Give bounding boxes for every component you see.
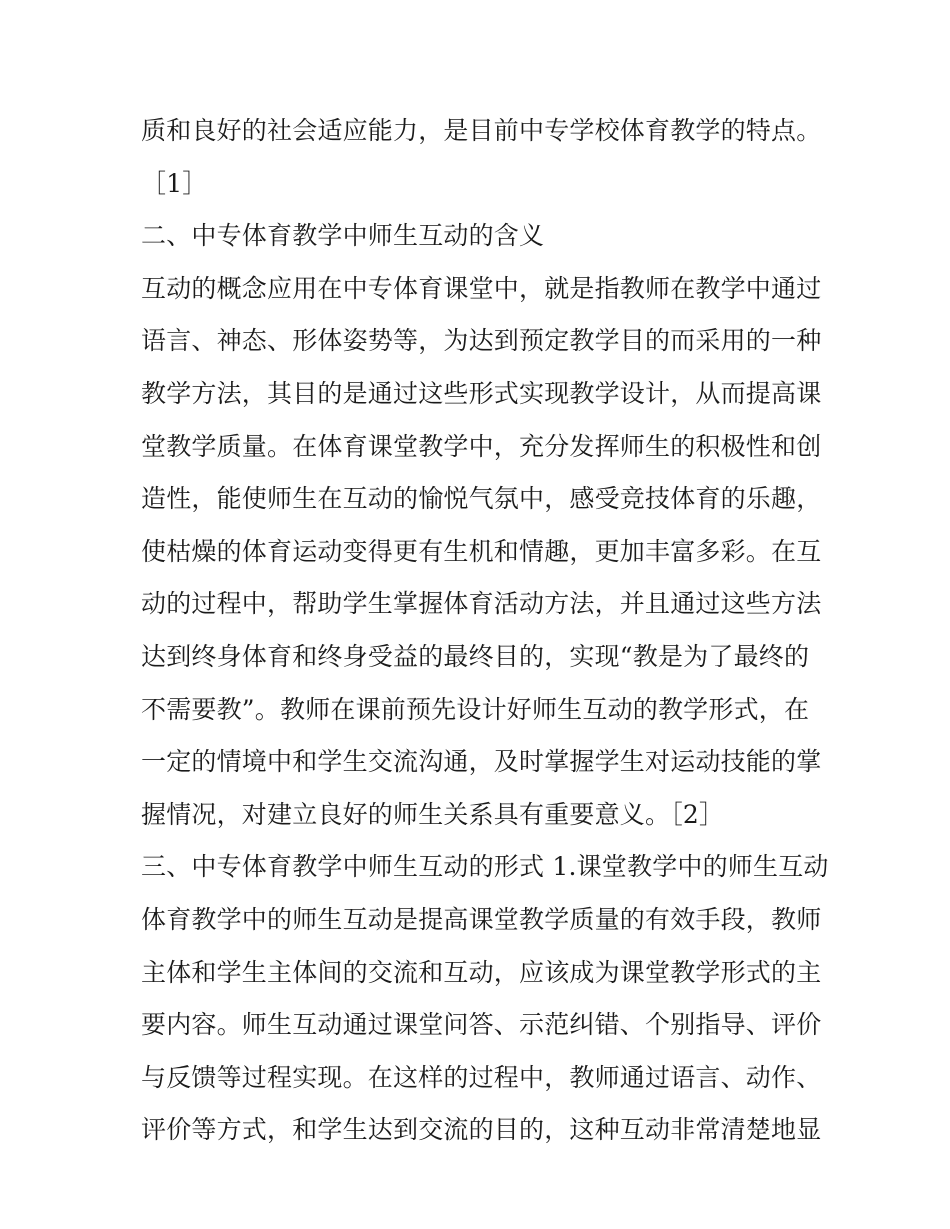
text-line: 与反馈等过程实现。在这样的过程中，教师通过语言、动作、 [141,1062,822,1092]
section-heading: 二、中专体育教学中师生互动的含义 [141,221,545,251]
text-line: 要内容。师生互动通过课堂问答、示范纠错、个别指导、评价 [141,1010,822,1040]
text-line: 质和良好的社会适应能力，是目前中专学校体育教学的特点。 [141,116,822,145]
body-text [141,105,829,1157]
section-heading: 三、中专体育教学中师生互动的形式 1.课堂教学中的师生互动 [141,852,829,882]
text-line: 一定的情境中和学生交流沟通，及时掌握学生对运动技能的掌 [141,747,822,777]
text-line: 不需要教”。教师在课前预先设计好师生互动的教学形式，在 [141,694,810,724]
text-line: 握情况，对建立良好的师生关系具有重要意义。［2］ [141,799,725,829]
text-line: 造性，能使师生在互动的愉悦气氛中，感受竞技体育的乐趣， [141,484,822,514]
text-line: 教学方法，其目的是通过这些形式实现教学设计，从而提高课 [141,378,822,408]
text-line: 动的过程中，帮助学生掌握体育活动方法，并且通过这些方法 [141,589,822,619]
citation-line: ［1］ [141,168,208,198]
text-line: 堂教学质量。在体育课堂教学中，充分发挥师生的积极性和创 [141,431,822,461]
text-line: 使枯燥的体育运动变得更有生机和情趣，更加丰富多彩。在互 [141,536,822,566]
text-line: 体育教学中的师生互动是提高课堂教学质量的有效手段，教师 [141,904,822,934]
text-line: 评价等方式，和学生达到交流的目的，这种互动非常清楚地显 [141,1115,822,1145]
text-line: 达到终身体育和终身受益的最终目的，实现“教是为了最终的 [141,641,810,671]
text-line: 语言、神态、形体姿势等，为达到预定教学目的而采用的一种 [141,326,822,356]
text-line: 互动的概念应用在中专体育课堂中，就是指教师在教学中通过 [141,273,822,303]
text-line: 主体和学生主体间的交流和互动，应该成为课堂教学形式的主 [141,957,822,987]
